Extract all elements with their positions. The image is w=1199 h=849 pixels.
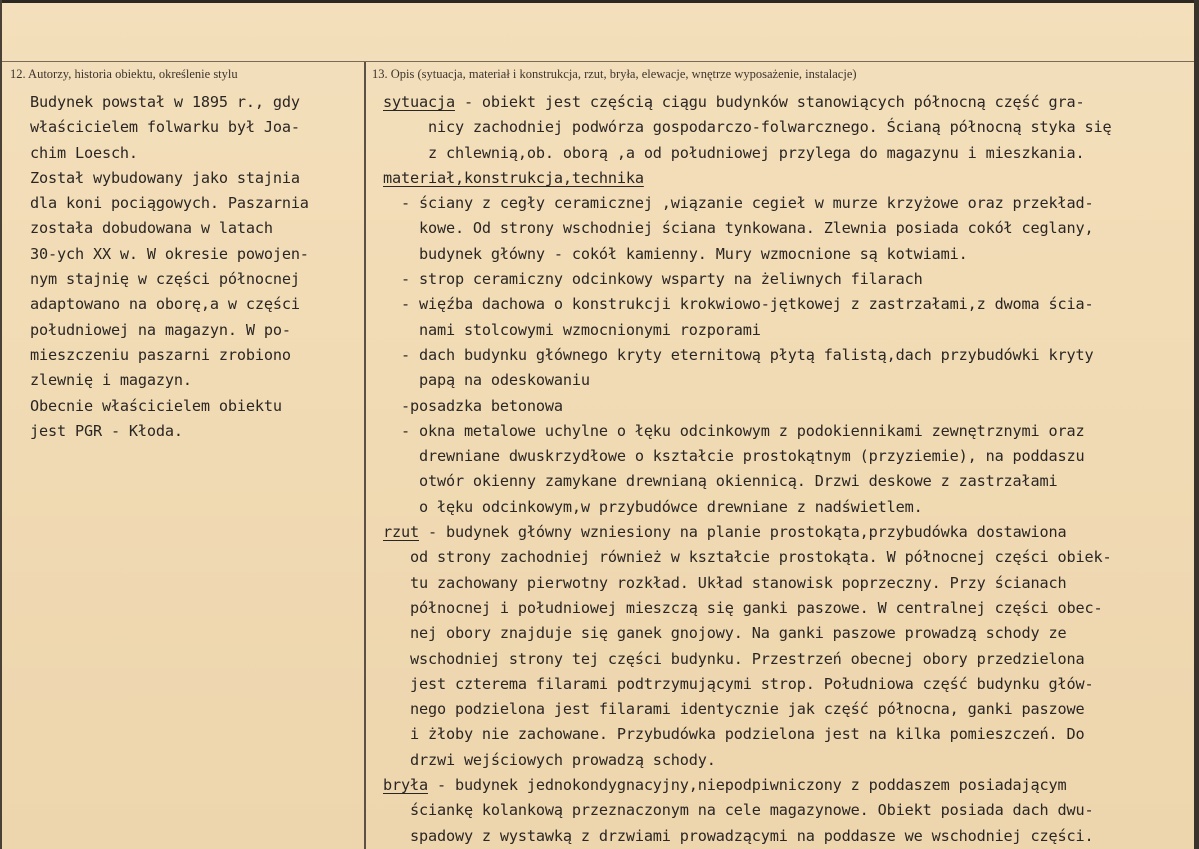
description-text: nego podzielona jest filarami identycznie jak część północna, ganki paszowe xyxy=(383,700,1085,719)
description-text-line xyxy=(383,419,1191,444)
description-text-line xyxy=(383,368,1191,393)
history-text-line: Został wybudowany jako stajnia xyxy=(30,168,300,187)
description-text-line xyxy=(383,545,1191,570)
description-text: nami stolcowymi wzmocnionymi rozporami xyxy=(383,320,761,339)
description-text: drewniane dwuskrzydłowe o kształcie prostokątnym (przyziemie), na poddaszu xyxy=(383,447,1085,466)
description-text-column xyxy=(383,90,1191,849)
description-text: - okna metalowe uchylne o łęku odcinkowym z podokiennikami zewnętrznymi oraz xyxy=(383,421,1085,440)
description-text-line xyxy=(383,748,1191,773)
description-text-line xyxy=(383,697,1191,722)
description-text-line xyxy=(383,773,1191,798)
description-text-line xyxy=(383,672,1191,697)
description-text: z chlewnią,ob. oborą ,a od południowej przylega do magazynu i mieszkania. xyxy=(383,143,1085,162)
history-text-line: właścicielem folwarku był Joa- xyxy=(30,118,300,137)
description-text: - obiekt jest częścią ciągu budynków stanowiących północną część gra- xyxy=(454,93,1085,111)
description-text-line xyxy=(383,166,1191,191)
description-text: budynek główny - cokół kamienny. Mury wzmocnione są kotwiami. xyxy=(383,244,968,263)
description-text: -posadzka betonowa xyxy=(383,396,563,415)
history-text-column xyxy=(30,90,360,444)
history-text-line: 30-ych XX w. W okresie powojen- xyxy=(30,244,309,263)
description-text: spadowy z wystawką z drzwiami prowadzącymi na poddasze we wschodniej części. xyxy=(383,826,1094,845)
description-text-line xyxy=(383,90,1191,115)
description-text-line xyxy=(383,343,1191,368)
history-text-line: jest PGR - Kłoda. xyxy=(30,421,183,440)
history-text-line: zlewnię i magazyn. xyxy=(30,371,192,390)
history-text-line: chim Loesch. xyxy=(30,143,138,162)
section-label: materiał,konstrukcja,technika xyxy=(383,168,644,187)
description-text: jest czterema filarami podtrzymującymi strop. Południowa część budynku głów- xyxy=(383,674,1094,693)
description-text: o łęku odcinkowym,w przybudówce drewniane z nadświetlem. xyxy=(383,497,923,516)
description-text-line xyxy=(383,495,1191,520)
description-text: - budynek główny wzniesiony na planie prostokąta,przybudówka dostawiona xyxy=(418,523,1067,542)
field-12-heading: 12. Autorzy, historia obiektu, określenie stylu xyxy=(10,67,238,81)
description-text-line xyxy=(383,318,1191,343)
header-rule xyxy=(2,61,1194,62)
description-text-line xyxy=(383,242,1191,267)
description-text: - ściany z cegły ceramicznej ,wiązanie cegieł w murze krzyżowe oraz przekład- xyxy=(383,194,1094,213)
history-text-line: dla koni pociągowych. Paszarnia xyxy=(30,194,309,213)
description-text: wschodniej strony tej części budynku. Przestrzeń obecnej obory przedzielona xyxy=(383,649,1085,668)
history-text-line: nym stajnię w części północnej xyxy=(30,270,300,289)
description-text: od strony zachodniej również w kształcie prostokąta. W północnej części obiek- xyxy=(383,548,1112,567)
description-text-line xyxy=(383,469,1191,494)
history-text-line: Obecnie właścicielem obiektu xyxy=(30,396,282,415)
description-text: tu zachowany pierwotny rozkład. Układ stanowisk poprzeczny. Przy ścianach xyxy=(383,573,1067,592)
column-divider xyxy=(364,62,366,849)
field-13-heading: 13. Opis (sytuacja, materiał i konstrukcja, rzut, bryła, elewacje, wnętrze wyposażenie, instalacje) xyxy=(372,67,857,81)
history-text-line: adaptowano na oborę,a w części xyxy=(30,295,300,314)
description-text-line xyxy=(383,115,1191,140)
description-text: - budynek jednokondygnacyjny,niepodpiwniczony z poddaszem posiadającym xyxy=(427,776,1067,795)
description-text-line xyxy=(383,722,1191,747)
description-text: kowe. Od strony wschodniej ściana tynkowana. Zlewnia posiada cokół ceglany, xyxy=(383,219,1094,238)
description-text-line xyxy=(383,798,1191,823)
description-text: i żłoby nie zachowane. Przybudówka podzielona jest na kilka pomieszczeń. Do xyxy=(383,725,1085,744)
description-text: otwór okienny zamykane drewnianą okiennicą. Drzwi deskowe z zastrzałami xyxy=(383,472,1058,491)
description-text: - strop ceramiczny odcinkowy wsparty na żeliwnych filarach xyxy=(383,270,923,289)
description-text: nej obory znajduje się ganek gnojowy. Na ganki paszowe prowadzą schody ze xyxy=(383,624,1067,643)
description-text-line xyxy=(383,267,1191,292)
description-text: - dach budynku głównego kryty eternitową płytą falistą,dach przybudówki kryty xyxy=(383,345,1094,364)
left-edge-shadow xyxy=(0,0,2,849)
description-text-line xyxy=(383,141,1191,166)
right-edge-shadow xyxy=(1194,0,1199,849)
description-text: papą na odeskowaniu xyxy=(383,371,590,390)
history-text-line: mieszczeniu paszarni zrobiono xyxy=(30,345,291,364)
description-text: północnej i południowej mieszczą się ganki paszowe. W centralnej części obec- xyxy=(383,598,1103,617)
description-text-line xyxy=(383,621,1191,646)
description-text-line xyxy=(383,191,1191,216)
history-text-line: została dobudowana w latach xyxy=(30,219,273,238)
description-text-line xyxy=(383,596,1191,621)
description-text-line xyxy=(383,571,1191,596)
section-label: sytuacja xyxy=(383,93,455,111)
description-text-line xyxy=(383,647,1191,672)
description-text-line xyxy=(383,394,1191,419)
description-text-line xyxy=(383,520,1191,545)
section-label: rzut xyxy=(383,523,419,542)
description-text: drzwi wejściowych prowadzą schody. xyxy=(383,750,716,769)
description-text: nicy zachodniej podwórza gospodarczo-folwarcznego. Ścianą północną styka się xyxy=(383,118,1112,137)
description-text: ściankę kolankową przeznaczonym na cele magazynowe. Obiekt posiada dach dwu- xyxy=(383,801,1094,820)
description-text: - więźba dachowa o konstrukcji krokwiowo-jętkowej z zastrzałami,z dwoma ścia- xyxy=(383,295,1094,314)
description-text-line xyxy=(383,824,1191,849)
description-text-line xyxy=(383,292,1191,317)
history-text-line: południowej na magazyn. W po- xyxy=(30,320,291,339)
description-text-line xyxy=(383,444,1191,469)
top-edge-shadow xyxy=(0,0,1199,3)
description-text-line xyxy=(383,216,1191,241)
section-label: bryła xyxy=(383,776,428,795)
history-text-line: Budynek powstał w 1895 r., gdy xyxy=(30,93,300,111)
